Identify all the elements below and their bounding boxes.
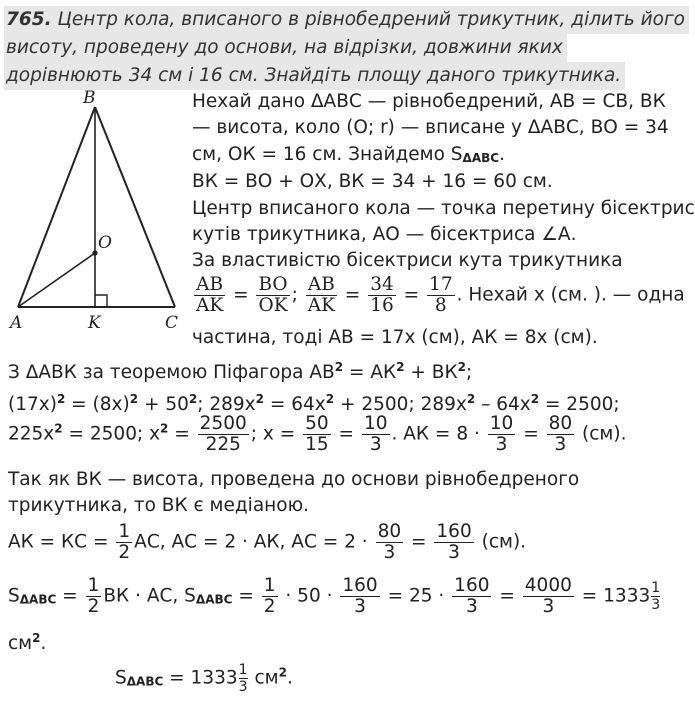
label-c: C xyxy=(165,313,179,333)
fraction-10-3-b: $\frac{10}{3}$ xyxy=(489,413,514,455)
task-text-2: висоту, проведену до основи, на відрізки, довжини яких xyxy=(4,34,567,62)
solution-line-6: кутів трикутника, АО — бісектриса ∠А. xyxy=(192,224,577,245)
solution-line-5: Центр вписаного кола — точка перетину бісектрис xyxy=(192,198,695,219)
solution-line-7: За властивістю бісектриси кута трикутника xyxy=(192,250,623,271)
fraction-50-15: $\frac{50}{15}$ xyxy=(305,413,329,455)
pythagoras-line: З ΔАВК за теоремою Піфагора $АВ^2 = АК^2 + ВК^2$; xyxy=(8,360,473,384)
fraction-1-2-c: $\frac{1}{2}$ xyxy=(263,575,276,617)
fraction-4000-3: $\frac{4000}{3}$ xyxy=(524,575,572,617)
task-text-3: дорівнюють 34 см і 16 см. Знайдіть площу даного трикутника. xyxy=(4,62,625,90)
equation-line: $(17х)^2 = (8х)^2 + 50^2$; $289х^2 = 64х^2 + 2500$; $289х^2 - 64х^2 = 2500$; xyxy=(8,392,620,416)
fraction-80-3-b: $\frac{80}{3}$ xyxy=(377,521,402,563)
fraction-1-3-final: $\frac{1}{3}$ xyxy=(238,662,248,695)
fraction-ab-ak-2: $\frac{AB}{AK}$ xyxy=(307,274,335,316)
task-line-1 xyxy=(4,6,689,34)
ac-line: АК = КС = $\frac{1}{2}$ АС, АС = 2 · АК, АС = 2 · $\frac{80}{3}$ = $\frac{160}{3}$ (см). xyxy=(8,521,527,563)
side-ab xyxy=(18,107,95,307)
fraction-1-2: $\frac{1}{2}$ xyxy=(118,521,131,563)
solution-line-4: ВК = ВО + ОХ, ВК = 34 + 16 = 60 см. xyxy=(192,171,553,192)
fraction-34-16: $\frac{34}{16}$ xyxy=(370,274,394,316)
fraction-1-3: $\frac{1}{3}$ xyxy=(651,580,661,613)
bisector-ao xyxy=(18,253,95,307)
label-b: B xyxy=(83,88,96,108)
proportion-line: $\frac{AB}{AK}$ = $\frac{BO}{OK}$ ; $\frac{AB}{AK}$ = $\frac{34}{16}$ = $\frac{17}{8}$ . Нехай x (см. ). — одна xyxy=(196,274,685,316)
solution-line-8: частина, тоді АВ = 17х (см), АК = 8х (см). xyxy=(192,327,598,348)
fraction-160-3-c: $\frac{160}{3}$ xyxy=(454,575,490,617)
solution-line-2: — висота, коло (О; r) — вписане у ΔАВС, ВО = 34 xyxy=(192,117,669,138)
fraction-10-3: $\frac{10}{3}$ xyxy=(363,413,388,455)
solution-line-3: см, ОК = 16 см. Знайдемо SΔABC. xyxy=(192,144,505,165)
fraction-17-8: $\frac{17}{8}$ xyxy=(429,274,453,316)
subscript-abc: ΔABC xyxy=(462,151,500,165)
fraction-80-3: $\frac{80}{3}$ xyxy=(548,413,573,455)
final-answer: SΔABC = 1333 $\frac{1}{3}$ $см^2$. xyxy=(115,662,293,695)
right-angle-mark xyxy=(95,295,107,307)
label-o: O xyxy=(98,233,112,253)
unit-line: $см^2$. xyxy=(8,631,47,655)
area-line: SΔABC = $\frac{1}{2}$ ВК · АС, SΔABC = $\frac{1}{2}$ · 50 · $\frac{160}{3}$ = 25 · $\frac{160}{3}$ = $\frac{4000}{3}$ = 1333 $\frac{1}{3}$ xyxy=(8,575,661,617)
task-text-1: Центр кола, вписаного в рівнобедрений трикутник, ділить його xyxy=(57,9,685,30)
median-line-2: трикутника, то ВК є медіаною. xyxy=(8,495,310,516)
label-k: K xyxy=(88,313,101,333)
solution-line-1: Нехай дано ΔАВС — рівнобедрений, АВ = СВ, ВК xyxy=(192,91,666,112)
fraction-bo-ok: $\frac{BO}{OK}$ xyxy=(258,274,288,316)
solve-x-line: $225х^2 = 2500$; $х^2$ = $\frac{2500}{225}$ ; х = $\frac{50}{15}$ = $\frac{10}{3}$ . АК = 8 · $\frac{10}{3}$ = $\frac{80}{3}$ (см). xyxy=(8,413,627,455)
median-line-1: Так як ВК — висота, проведена до основи рівнобедреного xyxy=(8,469,580,490)
fraction-ab-ak: $\frac{AB}{AK}$ xyxy=(196,274,224,316)
fraction-160-3: $\frac{160}{3}$ xyxy=(436,521,472,563)
task-line-2 xyxy=(4,34,567,62)
task-number: 765. xyxy=(6,9,52,30)
fraction-2500-225: $\frac{2500}{225}$ xyxy=(199,413,247,455)
label-a: A xyxy=(10,313,23,333)
triangle-figure xyxy=(0,85,190,335)
fraction-160-3-b: $\frac{160}{3}$ xyxy=(342,575,378,617)
side-bc xyxy=(95,107,175,307)
fraction-1-2-b: $\frac{1}{2}$ xyxy=(87,575,100,617)
point-o xyxy=(92,250,97,255)
